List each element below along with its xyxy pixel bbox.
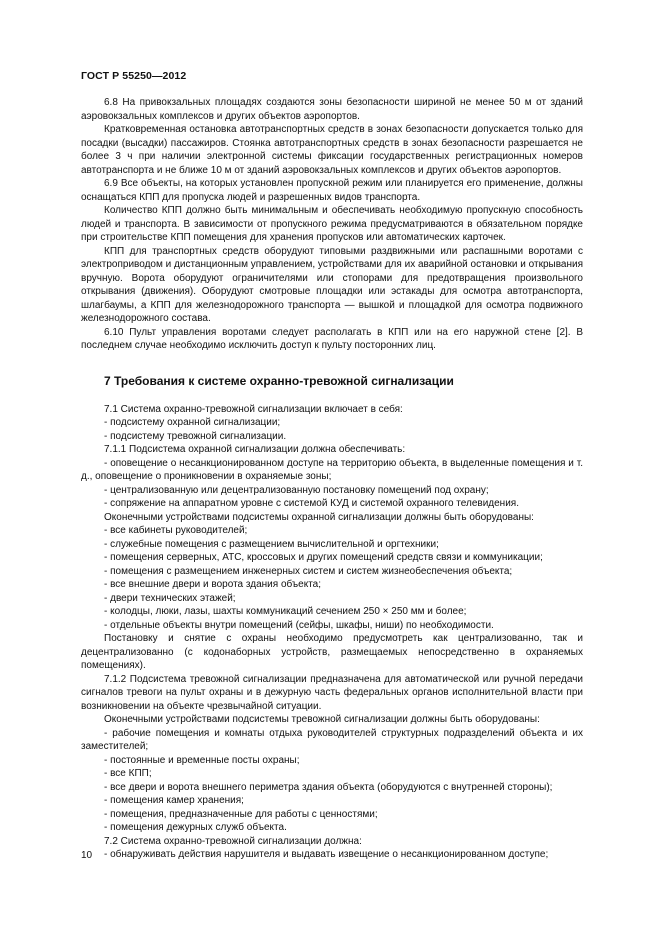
list-item: - сопряжение на аппаратном уровне с системой КУД и системой охранного телевидения. xyxy=(104,498,519,509)
list-item: - помещения с размещением инженерных систем и систем жизнеобеспечения объекта; xyxy=(104,565,513,577)
list-item: - помещения камер хранения; xyxy=(104,795,244,806)
paragraph-6-10: 6.10 Пульт управления воротами следует располагать в КПП или на его наружной стене [2]. В последнем случае необходимо исключить доступ к пульту посторонних лиц. xyxy=(81,326,583,351)
list-item: - постоянные и временные посты охраны; xyxy=(104,754,300,766)
paragraph-kpp-count: Количество КПП должно быть минимальным и обеспечивать необходимую пропускную способность людей и транспорта. В зависимости от пропускного режима предусматриваются в обязательном порядке при строительстве КПП помещения для хранения пропусков или автоматических карточек. xyxy=(81,205,583,243)
paragraph-7-1-1: 7.1.1 Подсистема охранной сигнализации должна обеспечивать: xyxy=(104,444,406,455)
paragraph-arming: Постановку и снятие с охраны необходимо предусмотреть как централизованно, так и децентрализованно (с кодонаборных устройств, размещаемых непосредственно в охраняемых помещениях). xyxy=(81,633,583,671)
list-item: - все двери и ворота внешнего периметра здания объекта (оборудуются с внутренней стороны); xyxy=(104,781,553,793)
list-item: - подсистему тревожной сигнализации. xyxy=(104,430,287,442)
section-7-heading: 7 Требования к системе охранно-тревожной сигнализации xyxy=(104,373,454,388)
paragraph-7-1-2: 7.1.2 Подсистема тревожной сигнализации предназначена для автоматической или ручной передачи сигналов тревоги на пульт охраны и в дежурную часть федеральных органов исполнительной власти при возникновении на объекте чрезвычайной ситуации. xyxy=(81,673,583,712)
paragraph-security-devices: Оконечными устройствами подсистемы охранной сигнализации должны быть оборудованы: xyxy=(104,511,534,523)
paragraph-7-1: 7.1 Система охранно-тревожной сигнализации включает в себя: xyxy=(104,403,403,415)
document-body xyxy=(81,96,583,862)
list-item: - помещения дежурных служб объекта. xyxy=(104,822,287,833)
list-item: - централизованную или децентрализованную постановку помещений под охрану; xyxy=(104,484,489,496)
list-item: - помещения, предназначенные для работы с ценностями; xyxy=(104,808,378,820)
list-item: - помещения серверных, АТС, кроссовых и других помещений средств связи и коммуникации; xyxy=(104,552,543,563)
paragraph-kpp-vehicles: КПП для транспортных средств оборудуют типовыми раздвижными или распашными воротами с электроприводом и дистанционным управлением, устройствами для их аварийной остановки и открывания вручную. Ворота оборудуют ограничителями или стопорами для предотвращения произвольного открывания (движения). Оборудуют смотровые площадки или эстакады для осмотра автотранспорта, шлагбаумы, а КПП для железнодорожного транспорта — вышкой и площадкой для осмотра подвижного железнодорожного состава. xyxy=(81,245,583,324)
paragraph-6-8: 6.8 На привокзальных площадях создаются зоны безопасности шириной не менее 50 м от зданий аэровокзальных комплексов и других объектов аэропортов. xyxy=(81,97,583,122)
document-code-header: ГОСТ Р 55250—2012 xyxy=(81,70,187,82)
list-item: - отдельные объекты внутри помещений (сейфы, шкафы, ниши) по необходимости. xyxy=(104,619,494,631)
list-item: - рабочие помещения и комнаты отдыха руководителей структурных подразделений объекта и их заместителей; xyxy=(81,727,583,752)
page-number: 10 xyxy=(81,850,93,861)
paragraph-7-2: 7.2 Система охранно-тревожной сигнализации должна: xyxy=(104,835,362,847)
paragraph-6-9: 6.9 Все объекты, на которых установлен пропускной режим или планируется его применение, должны оснащаться КПП для пропуска людей и разрешенных видов транспорта. xyxy=(81,178,583,203)
list-item: - все КПП; xyxy=(104,768,152,779)
list-item: - обнаруживать действия нарушителя и выдавать извещение о несанкционированном доступе; xyxy=(104,849,549,860)
list-item: - двери технических этажей; xyxy=(104,592,236,604)
list-item: - служебные помещения с размещением вычислительной и оргтехники; xyxy=(104,538,439,550)
list-item: - все кабинеты руководителей; xyxy=(104,525,248,536)
paragraph-alarm-devices: Оконечными устройствами подсистемы тревожной сигнализации должны быть оборудованы: xyxy=(104,714,540,725)
list-item: - все внешние двери и ворота здания объекта; xyxy=(104,579,322,590)
paragraph-stopping-rules: Кратковременная остановка автотранспортных средств в зонах безопасности допускается только для посадки (высадки) пассажиров. Стоянка автотранспортных средств в зонах безопасности разрешается не более 3 ч при наличии электронной системы фиксации государственных регистрационных номеров автотранспорта и не ближе 10 м от зданий аэровокзальных комплексов и других объектов аэропортов. xyxy=(81,124,583,176)
list-item: - подсистему охранной сигнализации; xyxy=(104,417,281,428)
list-item: - колодцы, люки, лазы, шахты коммуникаций сечением 250 × 250 мм и более; xyxy=(104,606,467,617)
list-item: - оповещение о несанкционированном доступе на территорию объекта, в выделенные помещения и т. д., оповещение о проникновении в охраняемые зоны; xyxy=(81,457,583,482)
